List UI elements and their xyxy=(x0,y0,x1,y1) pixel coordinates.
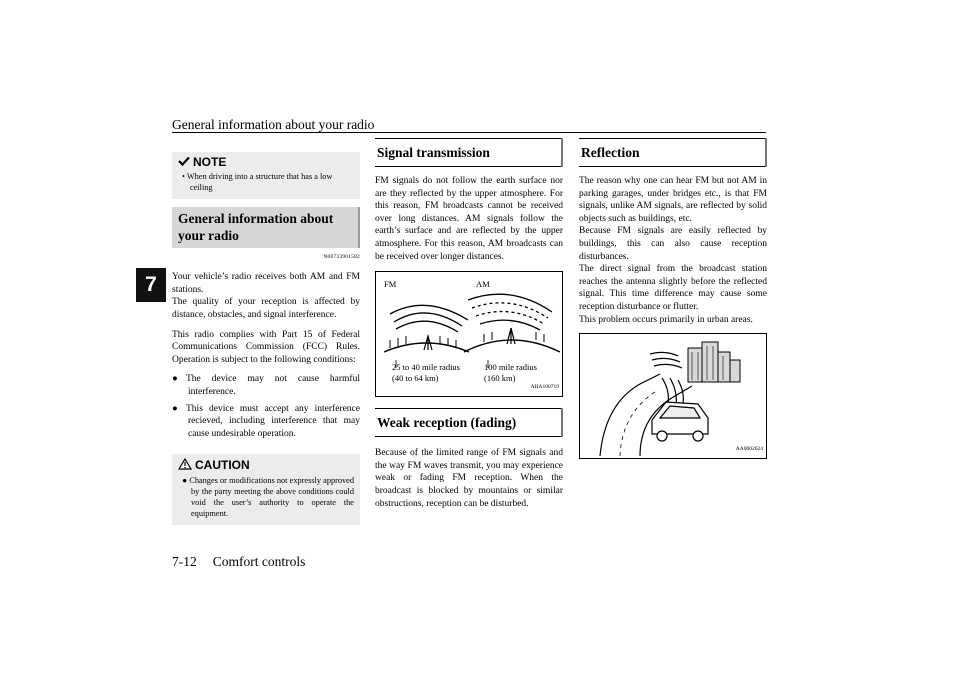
header-rule xyxy=(172,132,766,133)
chapter-tab: 7 xyxy=(136,268,166,302)
page-number: 7-12 xyxy=(172,554,197,569)
bullet-icon: ● xyxy=(182,475,188,485)
bullet-icon: ● xyxy=(172,403,178,414)
note-item: • When driving into a structure that has a low ceiling xyxy=(182,171,333,192)
paragraph: Because FM signals are easily reflected by buildings, this can also cause reception disturbances. xyxy=(579,226,767,262)
paragraph: Because of the limited range of FM signals and the way FM waves transmit, you may experience weak or fading FM reception. When the broadcast is blocked by mountains or similar obstructions, reception can be disturbed. xyxy=(375,448,563,509)
fm-am-signal-figure xyxy=(375,271,563,397)
paragraph: Your vehicle’s radio receives both AM and FM stations. xyxy=(172,272,360,295)
fm-label: FM xyxy=(384,279,397,290)
bullet-item: ● The device may not cause harmful interference. xyxy=(172,374,360,397)
note-header xyxy=(178,156,354,169)
caution-header xyxy=(178,458,354,473)
car-and-buildings-illustration xyxy=(580,334,766,456)
caution-item: ● Changes or modifications not expressly approved by the party meeting the above conditions could void the user’s authority to operate the equipment. xyxy=(182,475,355,518)
am-range-label: 100 mile radius (160 km) xyxy=(484,362,537,383)
footer-section: Comfort controls xyxy=(212,554,306,569)
section-heading-reflection: Reflection xyxy=(579,138,767,167)
section-heading-signal-transmission: Signal transmission xyxy=(375,138,563,167)
am-label: AM xyxy=(476,279,490,290)
caution-box xyxy=(172,454,360,525)
column-1 xyxy=(172,152,360,525)
section-heading-weak-reception: Weak reception (fading) xyxy=(375,408,563,437)
page-footer xyxy=(172,554,305,570)
paragraph: FM signals do not follow the earth surface nor are they reflected by the upper atmosphere. For this reason, FM broadcasts cannot be received over long distances. AM signals follow the earth’s surface and are reflected by the upper atmosphere. For this reason, AM broadcasts can be received over longer distances. xyxy=(375,176,563,262)
paragraph: The direct signal from the broadcast station reaches the antenna slightly before the reflected signal. This time difference may cause some reception disturbance or flutter. xyxy=(579,264,767,312)
bullet-icon: ● xyxy=(172,374,178,385)
section-heading-general-info: General information about your radio xyxy=(172,207,360,248)
bullet-item: ● This device must accept any interference recieved, including interference that may cause undesirable operation. xyxy=(172,403,360,439)
caution-label: CAUTION xyxy=(195,458,250,473)
fm-range-label: 25 to 40 mile radius (40 to 64 km) xyxy=(392,362,460,383)
column-3 xyxy=(579,138,767,459)
reflection-figure xyxy=(579,333,767,459)
page-title: General information about your radio xyxy=(172,117,375,132)
paragraph: This radio complies with Part 15 of Federal Communications Commission (FCC) Rules. Operation is subject to the following conditions: xyxy=(172,329,360,365)
figure-code: AHA100719 xyxy=(530,383,559,390)
paragraph: This problem occurs primarily in urban areas. xyxy=(579,314,753,325)
note-label: NOTE xyxy=(193,155,227,169)
note-box xyxy=(172,152,360,199)
paragraph: The quality of your reception is affected by distance, obstacles, and signal interference. xyxy=(172,297,360,320)
warning-triangle-icon xyxy=(178,458,192,473)
figure-code: AA0002624 xyxy=(735,445,763,452)
column-2 xyxy=(375,138,563,517)
document-code: N00733901582 xyxy=(323,253,360,260)
note-check-icon xyxy=(178,156,190,169)
paragraph: The reason why one can hear FM but not AM in parking garages, under bridges etc., is that FM signals, unlike AM signals, are reflected by solid objects such as buildings, etc. xyxy=(579,176,767,224)
